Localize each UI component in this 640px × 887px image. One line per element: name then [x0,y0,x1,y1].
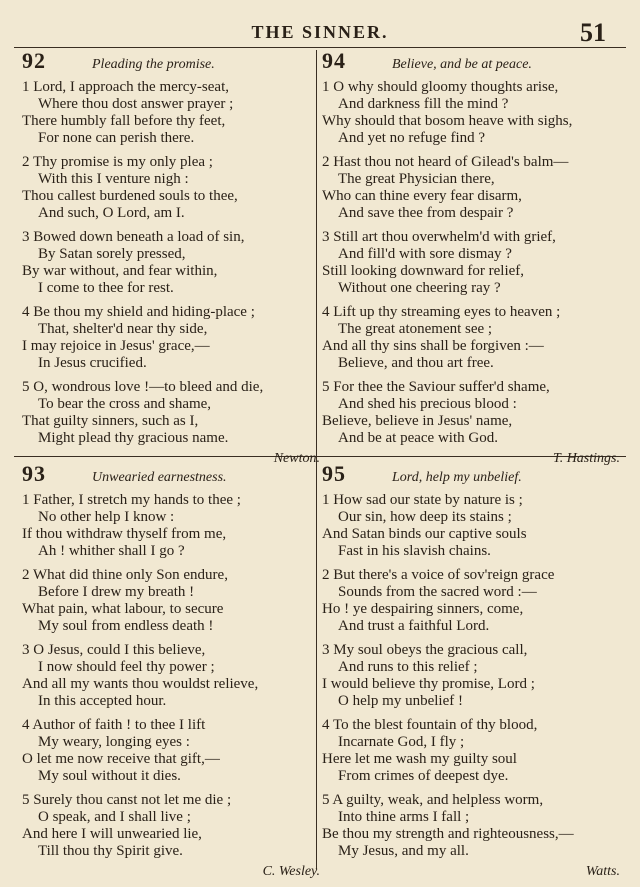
verse-line: The great atonement see ; [338,321,493,337]
hymn-author: Watts. [585,864,620,879]
verse-line: Fast in his slavish chains. [338,543,491,559]
verse-line: 3 O Jesus, could I this believe, [22,642,206,658]
verse-line: Here let me wash my guilty soul [322,751,517,767]
verse-line: And runs to this relief ; [338,659,478,675]
verse-line: No other help I know : [38,509,175,525]
verse-line: For none can perish there. [38,130,195,146]
stanza [322,492,622,560]
verse-line: 5 For thee the Saviour suffer'd shame, [322,379,550,395]
verse-line: And save thee from despair ? [338,205,514,221]
verse-line: 2 But there's a voice of sov'reign grace [322,567,555,583]
verse-line: 2 Hast thou not heard of Gilead's balm— [322,154,569,170]
verse-line: By war without, and fear within, [22,263,218,279]
verse-line: And darkness fill the mind ? [338,96,509,112]
verse-line: 5 O, wondrous love !—to bleed and die, [22,379,264,395]
hymn-title: Unwearied earnestness. [92,470,227,485]
verse-line: Into thine arms I fall ; [338,809,470,825]
stanza [22,717,322,785]
stanza [322,792,622,860]
verse-line: Till thou thy Spirit give. [38,843,183,859]
hymn-title: Pleading the promise. [92,57,215,72]
verse-line: That guilty sinners, such as I, [22,413,199,429]
stanza [22,79,322,147]
stanza [22,379,322,447]
verse-line: And trust a faithful Lord. [338,618,490,634]
verse-line: And be at peace with God. [338,430,498,446]
verse-line: What pain, what labour, to secure [22,601,224,617]
verse-line: 1 Father, I stretch my hands to thee ; [22,492,241,508]
verse-line: By Satan sorely pressed, [38,246,186,262]
hymn-number: 94 [322,48,346,73]
verse-line: In Jesus crucified. [38,355,147,371]
header-rule [14,47,626,48]
verse-line: With this I venture nigh : [38,171,189,187]
stanza [322,642,622,710]
verse-line: Still looking downward for relief, [322,263,525,279]
verse-line: 5 A guilty, weak, and helpless worm, [322,792,544,808]
verse-line: 3 My soul obeys the gracious call, [322,642,528,658]
verse-line: Sounds from the sacred word :— [338,584,537,600]
verse-line: 2 Thy promise is my only plea ; [22,154,213,170]
stanza [322,717,622,785]
verse-line: The great Physician there, [338,171,495,187]
verse-line: I now should feel thy power ; [38,659,215,675]
verse-line: And here I will unwearied lie, [22,826,202,842]
verse-line: 4 Lift up thy streaming eyes to heaven ; [322,304,561,320]
verse-line: Why should that bosom heave with sighs, [322,113,573,129]
verse-line: If thou withdraw thyself from me, [22,526,227,542]
hymn-number: 92 [22,48,46,73]
verse-line: In this accepted hour. [38,693,167,709]
verse-line: 1 O why should gloomy thoughts arise, [322,79,559,95]
stanza [22,492,322,560]
hymn-author: C. Wesley. [262,864,320,879]
stanza [22,792,322,860]
stanza [322,567,622,635]
verse-line: My weary, longing eyes : [38,734,190,750]
verse-line: My Jesus, and my all. [338,843,469,859]
stanza [22,642,322,710]
hymn-92 [22,48,322,467]
verse-line: 1 Lord, I approach the mercy-seat, [22,79,229,95]
verse-line: 3 Still art thou overwhelm'd with grief, [322,229,556,245]
running-title: THE SINNER. [251,22,389,42]
stanza [322,229,622,297]
page-number: 51 [580,18,606,47]
verse-line: To bear the cross and shame, [38,396,212,412]
verse-line: Thou callest burdened souls to thee, [22,188,238,204]
hymn-93 [22,461,322,880]
verse-line: Incarnate God, I fly ; [338,734,465,750]
verse-line: 4 Be thou my shield and hiding-place ; [22,304,255,320]
verse-line: And shed his precious blood : [338,396,517,412]
stanza [22,567,322,635]
verse-line: 5 Surely thou canst not let me die ; [22,792,232,808]
verse-line: O speak, and I shall live ; [38,809,191,825]
hymn-heading [322,48,622,74]
verse-line: 2 What did thine only Son endure, [22,567,228,583]
verse-line: I may rejoice in Jesus' grace,— [22,338,210,354]
verse-line: That, shelter'd near thy side, [38,321,208,337]
verse-line: I would believe thy promise, Lord ; [322,676,535,692]
stanza [22,229,322,297]
hymn-95 [322,461,622,880]
verse-line: I come to thee for rest. [38,280,174,296]
hymn-heading [22,48,322,74]
verse-line: Without one cheering ray ? [338,280,501,296]
verse-line: Believe, believe in Jesus' name, [322,413,513,429]
hymn-heading [22,461,322,487]
verse-line: Ah ! whither shall I go ? [38,543,185,559]
hymn-author: Newton. [273,451,320,466]
stanza [322,79,622,147]
verse-line: Who can thine every fear disarm, [322,188,522,204]
verse-line: And all thy sins shall be forgiven :— [322,338,544,354]
verse-line: There humbly fall before thy feet, [22,113,226,129]
hymn-author: T. Hastings. [552,451,620,466]
stanza [322,304,622,372]
verse-line: Believe, and thou art free. [338,355,494,371]
verse-line: Our sin, how deep its stains ; [338,509,512,525]
stanza [22,304,322,372]
verse-line: Before I drew my breath ! [38,584,195,600]
verse-line: 1 How sad our state by nature is ; [322,492,523,508]
verse-line: Might plead thy gracious name. [38,430,229,446]
page-header [0,18,640,48]
hymn-heading [322,461,622,487]
verse-line: 4 To the blest fountain of thy blood, [322,717,538,733]
hymn-94 [322,48,622,467]
verse-line: And fill'd with sore dismay ? [338,246,512,262]
hymn-title: Believe, and be at peace. [392,57,532,72]
verse-line: My soul without it dies. [38,768,181,784]
stanza [322,154,622,222]
hymn-title: Lord, help my unbelief. [392,470,522,485]
verse-line: And Satan binds our captive souls [322,526,527,542]
verse-line: And all my wants thou wouldst relieve, [22,676,259,692]
hymn-number: 93 [22,461,46,486]
verse-line: O help my unbelief ! [338,693,463,709]
verse-line: Be thou my strength and righteousness,— [322,826,574,842]
verse-line: My soul from endless death ! [38,618,214,634]
stanza [322,379,622,447]
verse-line: And such, O Lord, am I. [38,205,185,221]
verse-line: 4 Author of faith ! to thee I lift [22,717,206,733]
verse-line: 3 Bowed down beneath a load of sin, [22,229,245,245]
verse-line: Where thou dost answer prayer ; [38,96,234,112]
verse-line: Ho ! ye despairing sinners, come, [322,601,524,617]
verse-line: O let me now receive that gift,— [22,751,220,767]
verse-line: From crimes of deepest dye. [338,768,509,784]
stanza [22,154,322,222]
verse-line: And yet no refuge find ? [338,130,486,146]
hymn-number: 95 [322,461,346,486]
